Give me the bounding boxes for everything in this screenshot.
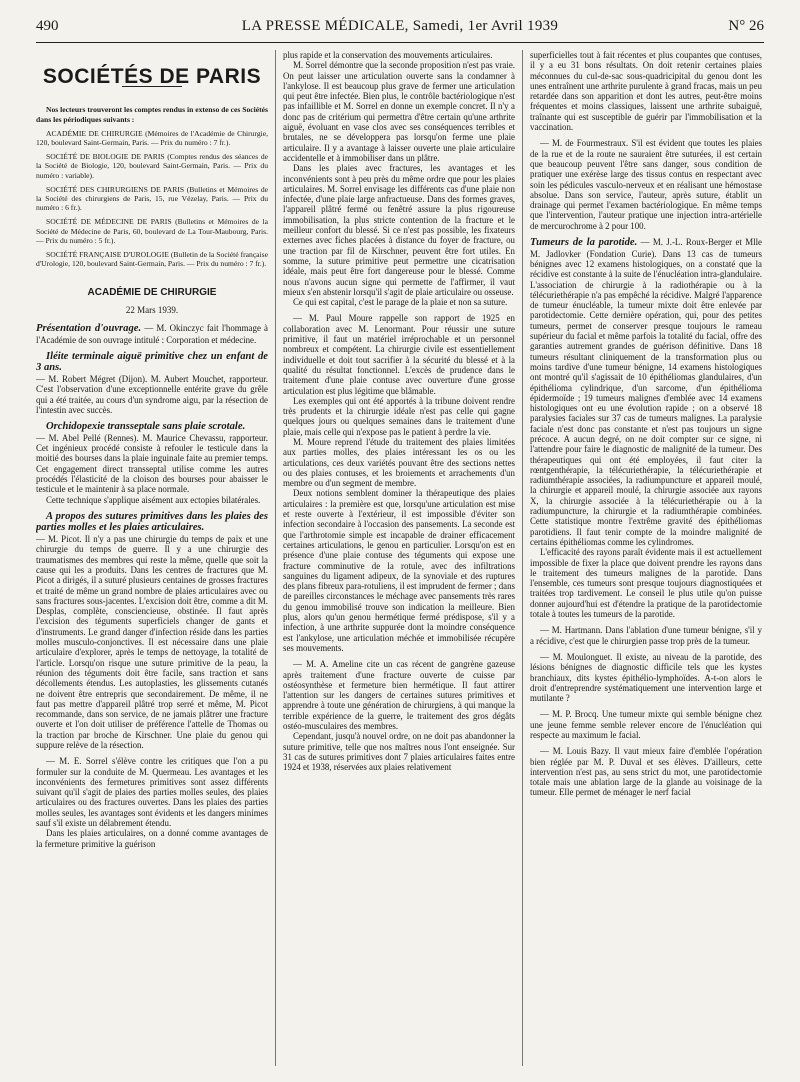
society-title: ACADÉMIE DE CHIRURGIE bbox=[87, 287, 217, 299]
article-body: superficielles tout à fait récentes et plus coupantes que contuses, il y a eu 31 bons résultats. On doit retenir certaines plaies méconnues du cul-de-sac sous-quadricipital du genou dont les unes entraînent une arthrite purulente à grand fracas, mais un peu retardée dans son apparition et dont les autres, peut-être moins fréquentes et moins classiques, laissent une arthrite subaiguë, traînante qui est susceptible de guérir par l'immobilisation et la vaccination. bbox=[530, 50, 762, 133]
page-number: 490 bbox=[36, 18, 59, 34]
article-body: Cette technique s'applique aisément aux ectopies bilatérales. bbox=[46, 494, 261, 505]
note-item: SOCIÉTÉ DE MÉDECINE DE PARIS (Bulletins et Mémoires de la Société de Médecine de Paris, 60, boulevard de La Tour-Maubourg, Paris. — Prix du numéro : 5 fr.). bbox=[36, 217, 268, 245]
article-body: — M. Louis Bazy. Il vaut mieux faire d'emblée l'opération bien réglée par M. P. Duval et ses élèves. D'ailleurs, cette intervention n'est pas, au sens strict du mot, une parotidectomie totale mais une ablation large de la glande au voisinage de la tumeur. Elle permet de ménager le nerf facial bbox=[530, 746, 762, 798]
article-body: — M. P. Brocq. Une tumeur mixte qui semble bénigne chez une jeune femme semble relever encore de l'énucléation qui respecte au maximum le facial. bbox=[530, 709, 762, 740]
article-heading: A propos des sutures primitives dans les plaies des parties molles et les plaies articulaires. bbox=[36, 510, 268, 534]
article-heading: Tumeurs de la parotide. bbox=[530, 237, 638, 249]
note-item: SOCIÉTÉ DE BIOLOGIE DE PARIS (Comptes rendus des séances de la Société de Biologie, 120, boulevard Saint-Germain, Paris. — Prix du numéro : variable). bbox=[36, 152, 268, 180]
article bbox=[530, 237, 762, 547]
article-body: — M. J.-L. Roux-Berger et Mlle M. Jadlovker (Fondation Curie). Dans 13 cas de tumeurs bénignes avec 12 examens histologiques, on a constaté que la récidive est constante à la suite de l'énucléation intra-glandulaire. L'association de chirurgie à la radiothérapie ou à la télécuriethérapie n'a pas empêché la récidive. Malgré l'apparence de tumeur énucléable, la tumeur mixte doit être enlevée par parotidectomie. Cette dernière opération, qui, pour des petites tumeurs, permet de conserver presque toujours le rameau supérieur du facial et même parfois la totalité du facial, offre des garanties autrement grandes de guérison définitive. Dans 18 tumeurs résultant cliniquement de la transformation plus ou moins tardive d'une tumeur bénigne, 14 examens histologiques ont montré qu'il s'agissait de 10 épithéliomas glandulaires, d'un épithélioma cylindrique, d'un sarcome, d'un épithélioma épidermoïde ; 19 tumeurs malignes d'emblée avec 14 examens histologiques ont eu une évolution rapide ; on a observé 18 paralysies faciales sur 37 cas de tumeurs malignes. La paralysie faciale n'est donc pas constante et n'est pas toujours un signe précoce. A aucun degré, on ne doit compter sur ce signe, ni l'attendre pour faire le diagnostic de malignité de la tumeur. Des thérapeutiques qui ont été employées, il faut citer la rœntgenthérapie, la télécuriethérapie, la télécuriethérapie et radiumthérapie associées, la radiumpuncture et appareil moulé, la chirurgie et appareil moulé, la chirurgie associée aux rayons X, la chirurgie associée à la télécuriethérapie ou à la radiumpuncture, la chirurgie et la radiumthérapie combinées. Cette statistique montre l'extrême gravité des épithéliomas parotidiens. Il faut tenir compte de la moindre malignité de certains épithéliomas comme les cylindromes. bbox=[530, 237, 762, 547]
column-divider bbox=[522, 50, 523, 1066]
article bbox=[36, 323, 268, 345]
article-body: — M. Robert Mégret (Dijon). M. Aubert Mouchet, rapporteur. C'est l'observation d'une exceptionnelle entérite grave du grêle qui a été traitée, au cours d'un syndrome aigu, par la résection de l'intestin avec succès. bbox=[36, 374, 268, 415]
issue-number: N° 26 bbox=[728, 18, 764, 34]
article-heading: Iléite terminale aiguë primitive chez un enfant de 3 ans. bbox=[36, 350, 268, 374]
section-title: SOCIÉTÉS DE PARIS bbox=[42, 65, 262, 88]
article-body: — M. Picot. Il n'y a pas une chirurgie du temps de paix et une chirurgie du temps de guerre. Il y a une chirurgie des traumatismes des membres qui reste la même, quelle que soit la cause qui les a produits. Dans les centres de fractures que M. Picot a dirigés, il a suturé plusieurs centaines de grosses fractures et traité de même un grand nombre de plaies articulaires avec ou sans fractures sous-jacentes. L'excision doit être, comme a dit M. Desplas, complète, consciencieuse, obstinée. Il faut après l'excision des téguments superficiels changer de gants et d'instruments. Le grand danger d'infection réside dans les parties molles musculo-conjonctives. Il est nécessaire dans une plaie articulaire d'explorer, après le temps de nettoyage, la totalité de l'article. Lorsqu'on risque une suture primitive de la peau, la réunion des téguments doit être facile, sans traction et sans décollements étendus. Les autoplasties, les glissements cutanés ne doivent être entrepris que secondairement. De même, il ne faut pas mettre d'appareil plâtré trop serré et même, M. Picot recommande, dans son service, de ne jamais plâtrer une fracture ouverte et l'on doit utiliser de préférence l'attelle de Thomas ou la traction par broche de Kirschner. Une plaie du genou qui suppure relève de la résection. bbox=[36, 534, 268, 750]
article-body: M. Moure reprend l'étude du traitement des plaies limitées aux parties molles, des plaies intéressant les os ou les articulations, ces deux variétés pouvant être des sections nettes ou des plaies contuses, et les broiements et arrachements d'un membre ou d'un segment de membre. bbox=[283, 436, 515, 489]
session-date: 22 Mars 1939. bbox=[125, 304, 179, 315]
article-body: — M. de Fourmestraux. S'il est évident que toutes les plaies de la rue et de la route ne sauraient être suturées, il est certain que beaucoup peuvent l'être sans danger, sous condition de pratiquer une exérèse large des tissus contus en respectant avec soin les pédicules vasculo-nerveux et en réalisant une hémostase absolue. Dans son service, l'auteur, après suture, établit un drainage qui permet l'examen bactériologique. En même temps que l'intervention, l'auteur pratique une injection intra-artérielle de mercurochrome à 2 pour 100. bbox=[530, 138, 762, 231]
article-heading: Orchidopexie transseptale sans plaie scrotale. bbox=[46, 421, 246, 433]
column-divider bbox=[275, 50, 276, 1066]
article-body: Dans les plaies avec fractures, les avantages et les inconvénients sont à peu près du même ordre que pour les plaies articulaires. M. Sorrel envisage les différents cas d'une plaie non infectée, d'une plaie large anfractueuse. Dans des formes graves, l'appareil plâtré fermé ou fenêtré assure la plus rigoureuse immobilisation, la plus stricte contention de la fracture et le meilleur confort du blessé. Si ce n'est pas possible, les fixateurs externes avec fiches placées à distance du foyer de fracture, ou une traction par fil de Kirschner, peuvent être fort utiles. En somme, la suture primitive peut permettre une cicatrisation idéale, mais peut être fort dangereuse pour le blessé. Comme nous n'avons aucun signe qui permette de l'affirmer, il vaut mieux s'en abstenir lorsqu'il s'agit de plaie articulaire ou osseuse. bbox=[283, 163, 515, 297]
column-3 bbox=[530, 50, 762, 1066]
article-body: M. Sorrel démontre que la seconde proposition n'est pas vraie. On peut laisser une articulation ouverte sans la condamner à l'ankylose. Il est beaucoup plus grave de fermer une articulation qui peut être infectée. Bien plus, le contrôle bactériologique n'est pas infaillible et M. Sorrel en donne un exemple concret. Il n'y a donc pas de critérium qui permettra d'être certain qu'une arthrite aiguë, évoluant en vase clos avec ses conséquences terribles et brutales, ne se développera pas lorsqu'on ferme une plaie articulaire. Il y a avantage à laisser ouverte une plaie articulaire accidentelle et à immobiliser dans un plâtre. bbox=[283, 60, 515, 163]
article-body: Les exemples qui ont été apportés à la tribune doivent rendre très prudents et la chirurgie idéale n'est pas celle qui gagne quelques jours ou quelques semaines dans le traitement d'une plaie, mais celle qui n'expose pas le patient à perdre la vie. bbox=[283, 395, 515, 437]
article-body: — M. Hartmann. Dans l'ablation d'une tumeur bénigne, s'il y a récidive, c'est que le chirurgien passe trop près de la tumeur. bbox=[530, 625, 762, 646]
article-body: — M. Abel Pellé (Rennes). M. Maurice Chevassu, rapporteur. Cet ingénieux procédé consiste à refouler le testicule dans la moitié des bourses dans la plaie inguinale faite au premier temps. Cet engagement direct transseptal utilise comme les autres procédés l'élasticité de la cloison des bourses pour abaisser le testicule et le maintenir à sa place normale. bbox=[36, 432, 268, 495]
masthead: LA PRESSE MÉDICALE, Samedi, 1er Avril 1939 bbox=[241, 18, 559, 34]
header-rule bbox=[36, 42, 764, 43]
column-1 bbox=[36, 50, 268, 1066]
article-body: Cependant, jusqu'à nouvel ordre, on ne doit pas abandonner la suture primitive, telle que nos maîtres nous l'ont enseignée. Sur 31 cas de sutures primitives dont 7 plaies articulaires faites entre 1924 et 1938, réservées aux plaies relativement bbox=[283, 731, 515, 773]
periodicals-note bbox=[36, 105, 268, 268]
article-body: — M. E. Sorrel s'élève contre les critiques que l'on a pu formuler sur la conduite de M. Quermeau. Les avantages et les inconvénients des fermetures primitives sont assez différents suivant qu'il s'agit de plaies des parties molles seules, des plaies articulaires ou des fractures ouvertes. Dans les plaies des parties molles seules, les avantages sont évidents et les dangers minimes sauf s'il existe un délabrement étendu. bbox=[36, 756, 268, 829]
article-heading: Présentation d'ouvrage. bbox=[36, 322, 142, 334]
article-body: Deux notions semblent dominer la thérapeutique des plaies articulaires : la première est que, lorsqu'une articulation est mise et reste ouverte à l'extérieur, il est impossible d'éviter son infection secondaire à l'occasion des pansements. La seconde est que l'arthrotomie simple est incapable de drainer efficacement certaines articulations, le genou en particulier. Lorsqu'on est en présence d'une plaie contuse des téguments qui expose une fracture comminutive de la rotule, avec des infiltrations sanguines du ligament adipeux, de la synoviale et des ruptures des plans fibreux para-rotuliens, il est imprudent de fermer ; dans de pareilles circonstances le méchage avec pansements très rares du genou immobilisé trouve son indication la meilleure. Bien plus, alors qu'un genou hermétique fermé prédispose, s'il y a infection, à une arthrite suppurée dont la moindre conséquence est l'ankylose, une articulation méchée et immobilisée récupère ses mouvements. bbox=[283, 488, 515, 653]
note-item: SOCIÉTÉ FRANÇAISE D'UROLOGIE (Bulletin de la Société française d'Urologie, 120, boulevard Saint-Germain, Paris. — Prix du numéro : 7 fr.). bbox=[36, 249, 268, 269]
column-2 bbox=[283, 50, 515, 1066]
article-body: Ce qui est capital, c'est le parage de la plaie et non sa suture. bbox=[293, 297, 508, 308]
article-body: — M. Okinczyc fait l'hommage à l'Académie de son ouvrage intitulé : Corporation et médecine. bbox=[36, 322, 268, 345]
article-body: L'efficacité des rayons paraît évidente mais il est actuellement impossible de fixer la place que doivent prendre les rayons dans le traitement des tumeurs malignes de la parotide. Dans l'ensemble, ces tumeurs sont presque toujours diagnostiquées et traitées trop tardivement. Le conseil le plus utile qu'on puisse donner aujourd'hui est d'étendre la pratique de la parotidectomie totale à toutes les tumeurs de la parotide. bbox=[530, 547, 762, 620]
note-item: ACADÉMIE DE CHIRURGIE (Mémoires de l'Académie de Chirurgie, 120, boulevard Saint-Germain, Paris. — Prix du numéro : 7 fr.). bbox=[36, 128, 268, 147]
article-body: — M. Paul Moure rappelle son rapport de 1925 en collaboration avec M. Lenormant. Pour réussir une suture primitive, il faut un matériel irréprochable et un personnel nombreux et compétent. La chirurgie civile est essentiellement individuelle et doit tout sacrifier à la sécurité du blessé et à la qualité du résultat fonctionnel. L'excès de prudence dans le traitement d'une plaie contuse avec ouverture d'une grosse articulation est plus légitime que blâmable. bbox=[283, 313, 515, 396]
article-body: — M. Moulonguet. Il existe, au niveau de la parotide, des lésions bénignes de diagnostic difficile tels que les kystes branchiaux, dits kystes épithélio-lymphoïdes. A-t-on alors le droit d'entreprendre systématiquement une intervention large et mutilante ? bbox=[530, 651, 762, 704]
note-item: SOCIÉTÉ DES CHIRURGIENS DE PARIS (Bulletins et Mémoires de la Société des chirurgiens de Paris, 15, rue Vézelay, Paris. — Prix du numéro : 6 fr.). bbox=[36, 184, 268, 213]
article-body: Dans les plaies articulaires, on a donné comme avantages de la fermeture primitive la guérison bbox=[36, 828, 268, 849]
note-lead: Nos lecteurs trouveront les comptes rendus in extenso de ces Sociétés dans les périodiques suivants : bbox=[36, 105, 268, 124]
page-header bbox=[36, 18, 764, 40]
article-body: plus rapide et la conservation des mouvements articulaires. bbox=[283, 50, 493, 60]
article-body: — M. A. Ameline cite un cas récent de gangrène gazeuse après traitement d'une fracture ouverte de cuisse par ostéosynthèse et fermeture bien hermétique. Il faut attirer l'attention sur les dangers de certaines sutures primitives et apprendre à toute une génération de chirurgiens, à qui manque la terrible expérience de la guerre, le traitement des gros dégâts ostéo-musculaires des membres. bbox=[283, 659, 515, 731]
